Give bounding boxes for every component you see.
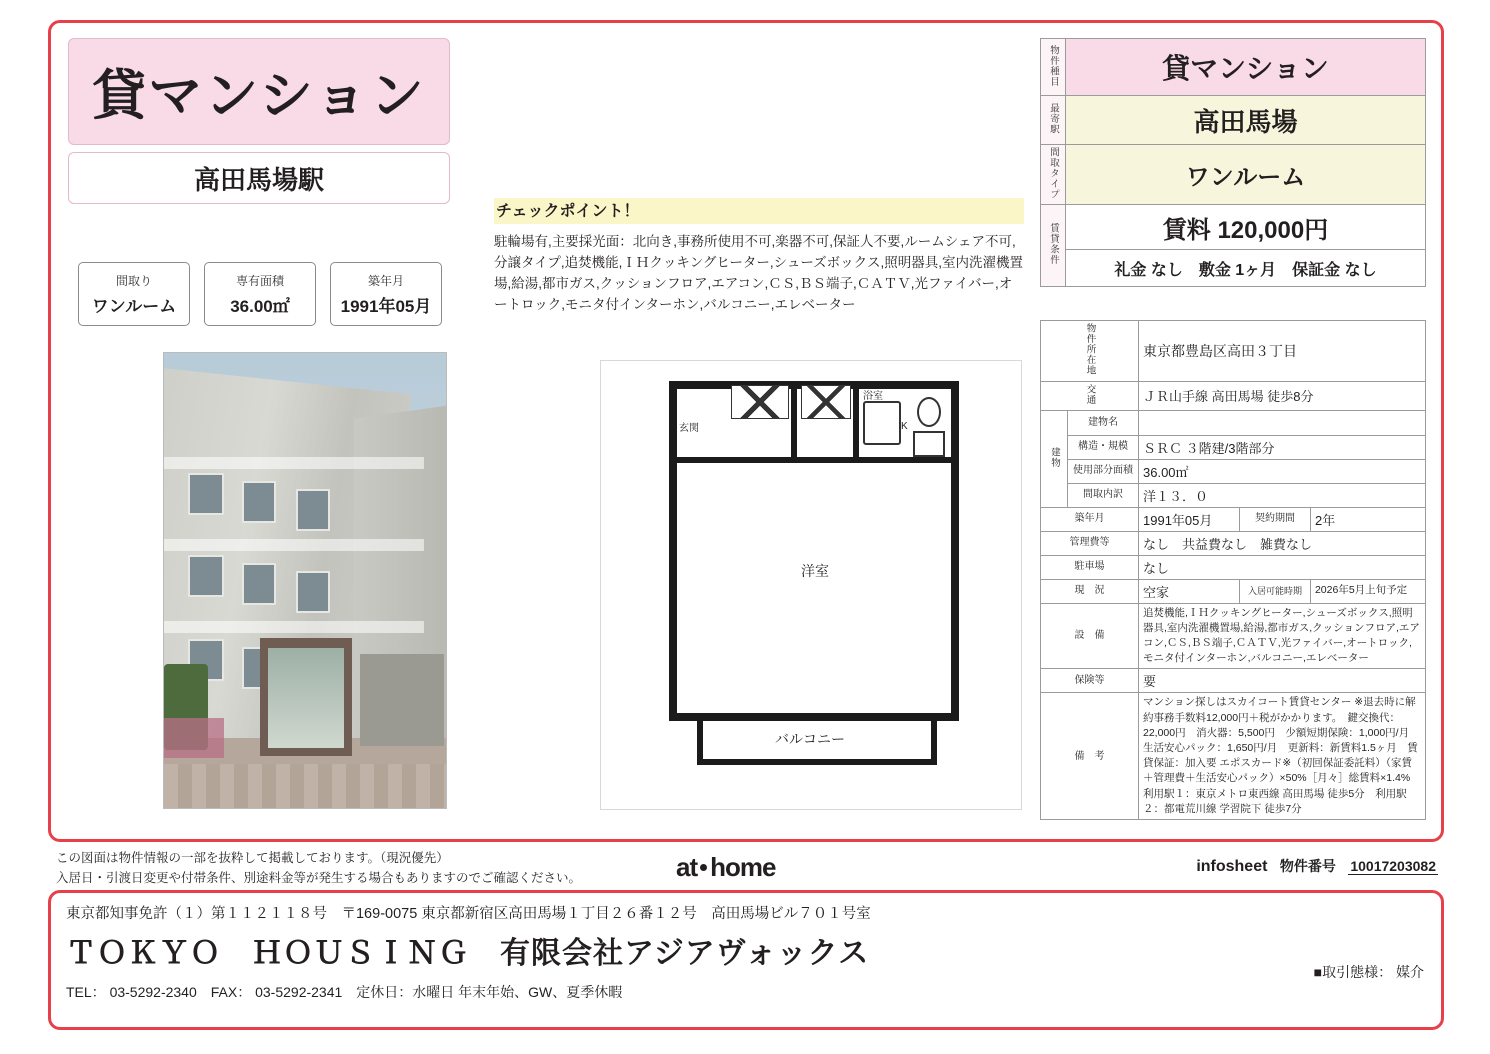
plan-wall [791, 389, 797, 463]
detail-row-area [1041, 459, 1426, 483]
summary-row-layout [1041, 145, 1426, 205]
detail-status-label: 現 況 [1041, 579, 1139, 603]
summary-row-conditions [1041, 250, 1426, 287]
photo-window [242, 481, 276, 523]
disclaimer-line-2: 入居日・引渡日変更や付帯条件、別途料金等が発生する場合もありますのでご確認ください。 [56, 871, 582, 885]
plan-wall [853, 389, 859, 463]
infosheet-block [1196, 856, 1438, 876]
photo-window [188, 473, 224, 515]
plan-wall [697, 759, 937, 765]
photo-window [242, 563, 276, 605]
plan-wall [931, 713, 937, 765]
photo-window [188, 555, 224, 597]
detail-row-building-name [1041, 410, 1426, 435]
property-no-value: 10017203082 [1350, 858, 1436, 874]
page-title-text: 貸マンション [92, 66, 426, 126]
summary-layout-label: 間取タイプ [1041, 145, 1066, 205]
detail-address-value: 東京都豊島区高田３丁目 [1139, 321, 1426, 382]
plan-wall [951, 381, 959, 721]
summary-row-rent [1041, 205, 1426, 250]
summary-row-type [1041, 39, 1426, 96]
checkpoint-title-text: チェックポイント！ [496, 203, 640, 220]
summary-station-label: 最寄駅 [1041, 96, 1066, 145]
page-title [68, 38, 450, 145]
detail-row-remarks [1041, 693, 1426, 820]
floor-plan [600, 360, 1022, 810]
summary-conditions-value: 礼金 なし 敷金 1ヶ月 保証金 なし [1066, 250, 1426, 287]
detail-available-value: 2026年5月上旬予定 [1310, 579, 1425, 603]
photo-shop-shutter [360, 654, 444, 746]
spec-layout-value: ワンルーム [91, 296, 177, 316]
detail-building-name-label: 建物名 [1068, 410, 1139, 435]
detail-year-value: 1991年05月 [1139, 507, 1240, 531]
plan-room-label: 洋室 [801, 563, 829, 579]
photo-window [296, 571, 330, 613]
photo-band [164, 457, 424, 469]
detail-row-layout [1041, 483, 1426, 507]
disclaimer [56, 848, 581, 888]
photo-window [296, 489, 330, 531]
detail-insurance-label: 保険等 [1041, 669, 1139, 693]
license-text: 東京都知事免許（１）第１１２１１８号 〒169-0075 東京都新宿区高田馬場１丁目２６番１２号 高田馬場ビル７０１号室 [66, 906, 871, 922]
detail-row-status [1041, 579, 1426, 603]
photo-band [164, 539, 424, 551]
detail-status-value: 空家 [1139, 579, 1240, 603]
spec-year [330, 262, 442, 326]
plan-wall [669, 713, 959, 721]
spec-layout-label: 間取り [115, 273, 152, 288]
deal-type: ■取引態様： 媒介 [1313, 964, 1424, 980]
plan-sink [917, 397, 941, 427]
checkpoint-title [494, 198, 1024, 224]
detail-equipment-label: 設 備 [1041, 603, 1139, 669]
detail-contract-value: 2年 [1310, 507, 1425, 531]
company-name: ＴＯＫＹＯ ＨＯＵＳＩＮＧ 有限会社アジアヴォックス [66, 937, 870, 970]
photo-band [164, 621, 424, 633]
detail-remarks-label: 備 考 [1041, 693, 1139, 820]
spec-row [78, 262, 442, 326]
photo-entrance-glass [268, 648, 344, 748]
athome-logo: at home [676, 852, 776, 882]
detail-area-label: 使用部分面積 [1068, 459, 1139, 483]
plan-entrance-label: 玄関 [679, 423, 699, 434]
plan-bath-tub [863, 401, 901, 445]
plan-wall [859, 457, 959, 463]
detail-address-label: 物件所在地 [1041, 321, 1139, 382]
detail-parking-value: なし [1139, 555, 1426, 579]
summary-type-value: 貸マンション [1066, 39, 1426, 96]
detail-row-year [1041, 507, 1426, 531]
detail-building-label: 建物 [1041, 410, 1068, 507]
detail-row-insurance [1041, 669, 1426, 693]
plan-bath-label: 浴室 [863, 391, 883, 402]
detail-area-value: 36.00㎡ [1139, 459, 1426, 483]
summary-rent-value: 賃料 120,000円 [1066, 205, 1426, 250]
detail-row-access [1041, 381, 1426, 410]
detail-access-label: 交通 [1041, 381, 1139, 410]
building-photo [163, 352, 447, 809]
summary-layout-value: ワンルーム [1066, 145, 1426, 205]
summary-type-label: 物件種目 [1041, 39, 1066, 96]
detail-structure-value: ＳＲＣ ３階建/3階部分 [1139, 435, 1426, 459]
summary-conditions-label: 賃貸条件 [1041, 205, 1066, 287]
detail-layout-label: 間取内訳 [1068, 483, 1139, 507]
detail-row-fees [1041, 531, 1426, 555]
disclaimer-line-1: この図面は物件情報の一部を抜粋して掲載しております。（現況優先） [56, 851, 449, 865]
detail-remarks-value: マンション探しはスカイコート賃貸センター ※退去時に解約事務手数料12,000円＋税がかかります。 鍵交換代：22,000円 消火器：5,500円 少額短期保険：1,000円/月 生活安心パック：1,650円/月 更新料：新賃料1.5ヶ月 賃貸保証：加入要 エポスカード※（初回保証委託料）（家賃＋管理費＋生活安心パック）×50%［月々］総賃料×1.4% 利用駅１：東京メトロ東西線 高田馬場 徒歩5分 利用駅２：都電荒川線 学習院下 徒歩7分 [1139, 693, 1426, 820]
detail-contract-label: 契約期間 [1239, 507, 1310, 531]
detail-row-address [1041, 321, 1426, 382]
plan-wall [669, 457, 859, 463]
plan-door-hatch [801, 385, 851, 419]
detail-building-name-value [1139, 410, 1426, 435]
detail-access-value: ＪＲ山手線 高田馬場 徒歩8分 [1139, 381, 1426, 410]
spec-layout [78, 262, 190, 326]
detail-row-structure [1041, 435, 1426, 459]
plan-kitchen-label: K [901, 421, 908, 432]
summary-table [1040, 38, 1426, 287]
detail-fees-label: 管理費等 [1041, 531, 1139, 555]
detail-structure-label: 構造・規模 [1068, 435, 1139, 459]
plan-wall [697, 713, 703, 765]
infosheet-label: infosheet [1196, 858, 1268, 875]
plan-wall [669, 381, 677, 721]
spec-area-label: 専有面積 [235, 273, 284, 288]
spec-year-label: 築年月 [367, 273, 404, 288]
spec-year-value: 1991年05月 [340, 296, 432, 316]
spec-area-value: 36.00㎡ [230, 296, 290, 316]
property-no-label: 物件番号 [1279, 858, 1336, 874]
detail-year-label: 築年月 [1041, 507, 1139, 531]
plan-door-hatch [731, 385, 789, 419]
photo-flowers [164, 718, 224, 758]
plan-stove [913, 431, 945, 457]
detail-row-equipment [1041, 603, 1426, 669]
detail-fees-value: なし 共益費なし 雑費なし [1139, 531, 1426, 555]
detail-equipment-value: 追焚機能,ＩＨクッキングヒーター,シューズボックス,照明器具,室内洗濯機置場,給湯,都市ガス,クッションフロア,エアコン,ＣＳ,ＢＳ端子,ＣＡＴＶ,光ファイバー,オートロック,モニタ付インターホン,バルコニー,エレベーター [1139, 603, 1426, 669]
photo-pavement [164, 764, 446, 808]
contact-text: TEL： 03-5292-2340 FAX： 03-5292-2341 定休日：水曜日 年末年始、GW、夏季休暇 [66, 984, 623, 1000]
summary-station-value: 高田馬場 [1066, 96, 1426, 145]
spec-area [204, 262, 316, 326]
detail-row-parking [1041, 555, 1426, 579]
detail-table [1040, 320, 1426, 820]
summary-row-station [1041, 96, 1426, 145]
plan-balcony-label: バルコニー [775, 731, 845, 747]
checkpoint-body: 駐輪場有,主要採光面：北向き,事務所使用不可,楽器不可,保証人不要,ルームシェア不可,分譲タイプ,追焚機能,ＩＨクッキングヒーター,シューズボックス,照明器具,室内洗濯機置場,給湯,都市ガス,クッションフロア,エアコン,ＣＳ,ＢＳ端子,ＣＡＴＶ,光ファイバー,オートロック,モニタ付インターホン,バルコニー,エレベーター [494, 234, 1024, 312]
detail-available-label: 入居可能時期 [1239, 579, 1310, 603]
detail-insurance-value: 要 [1139, 669, 1426, 693]
detail-layout-value: 洋１３．０ [1139, 483, 1426, 507]
station-title [68, 152, 450, 204]
athome-dot-icon [700, 864, 707, 871]
station-title-text: 高田馬場駅 [193, 164, 324, 195]
detail-parking-label: 駐車場 [1041, 555, 1139, 579]
